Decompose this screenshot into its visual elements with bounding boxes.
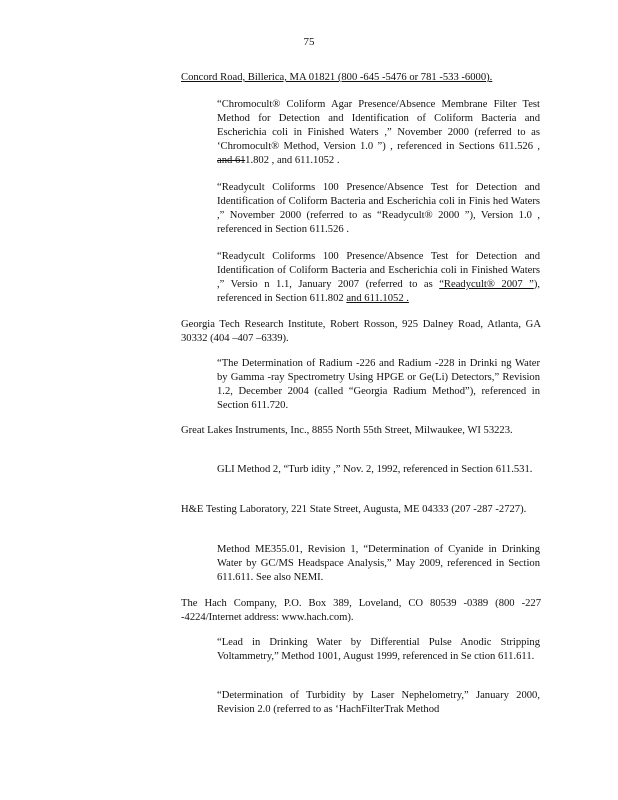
readycult-2000-reference: “Readycult Coliforms 100 Presence/Absence Test for Detection and Identification of Coliform Bacteria and Escherichia coli in Finis hed Waters ,” November 2000 (referred to as “Readycult® 2000 ”), Version 1.0 , referenced in Section 611.526 . bbox=[217, 182, 540, 235]
cyanide-method-reference: Method ME355.01, Revision 1, “Determination of Cyanide in Drinking Water by GC/MS Headspace Analysis,” May 2009, referenced in Section 611.611. See also NEMI. bbox=[217, 544, 540, 583]
chromocult-reference bbox=[217, 98, 540, 168]
he-testing-heading: H&E Testing Laboratory, 221 State Street, Augusta, ME 04333 (207 -287 -2727). bbox=[181, 504, 527, 515]
page-number: 75 bbox=[303, 36, 315, 48]
concord-address-text: Concord Road, Billerica, MA 01821 (800 -645 -5476 or 781 -533 -6000). bbox=[181, 72, 493, 83]
concord-address bbox=[181, 71, 541, 85]
hach-lead-reference: “Lead in Drinking Water by Differential Pulse Anodic Stripping Voltammetry,” Method 1001, August 1999, referenced in Se ction 611.611. bbox=[217, 637, 540, 662]
chromocult-text-end: 1.802 , and 611.1052 . bbox=[245, 154, 340, 166]
hach-company-heading: The Hach Company, P.O. Box 389, Loveland, CO 80539 -0389 (800 -227 -4224/Internet address: www.hach.com). bbox=[181, 598, 541, 623]
georgia-tech-heading: Georgia Tech Research Institute, Robert Rosson, 925 Dalney Road, Atlanta, GA 30332 (404 –407 –6339). bbox=[181, 319, 541, 344]
readycult-2007-reference bbox=[217, 250, 540, 306]
georgia-radium-reference: “The Determination of Radium -226 and Radium -228 in Drinki ng Water by Gamma -ray Spectrometry Using HPGE or Ge(Li) Detectors,” Revision 1.2, December 2004 (called “Georgia Radium Method”), referenced in Section 611.720. bbox=[217, 358, 540, 411]
gli-method-reference: GLI Method 2, “Turb idity ,” Nov. 2, 1992, referenced in Section 611.531. bbox=[217, 464, 533, 475]
readycult-2007-text: “Readycult Coliforms 100 Presence/Absence Test for Detection and Identification of Coliform Bacteria and Escherichia coli in Finished Waters ,” Versio n 1.1, January 2007 (referred to as bbox=[217, 251, 540, 290]
great-lakes-heading: Great Lakes Instruments, Inc., 8855 North 55th Street, Milwaukee, WI 53223. bbox=[181, 425, 513, 436]
readycult-2007-text-mid: ), referenced in Section 611.802 bbox=[217, 278, 541, 304]
chromocult-struck-text: and 61 bbox=[217, 154, 246, 166]
readycult-2007-label: “Readycult® 2007 ” bbox=[439, 278, 534, 290]
readycult-2007-added-text: and 611.1052 . bbox=[346, 292, 409, 304]
chromocult-text: “Chromocult® Coliform Agar Presence/Absence Membrane Filter Test Method for Detection and Identification of Coliform Bacteria and Escherichia coli in Finished Waters ,” November 2000 (referred to as ‘Chromocult® Method, Version 1.0 ”) , referenced in Sections 611.526 , bbox=[217, 99, 540, 152]
hach-turbidity-reference: “Determination of Turbidity by Laser Nephelometry,” January 2000, Revision 2.0 (referred to as ‘HachFilterTrak Method bbox=[217, 690, 540, 715]
